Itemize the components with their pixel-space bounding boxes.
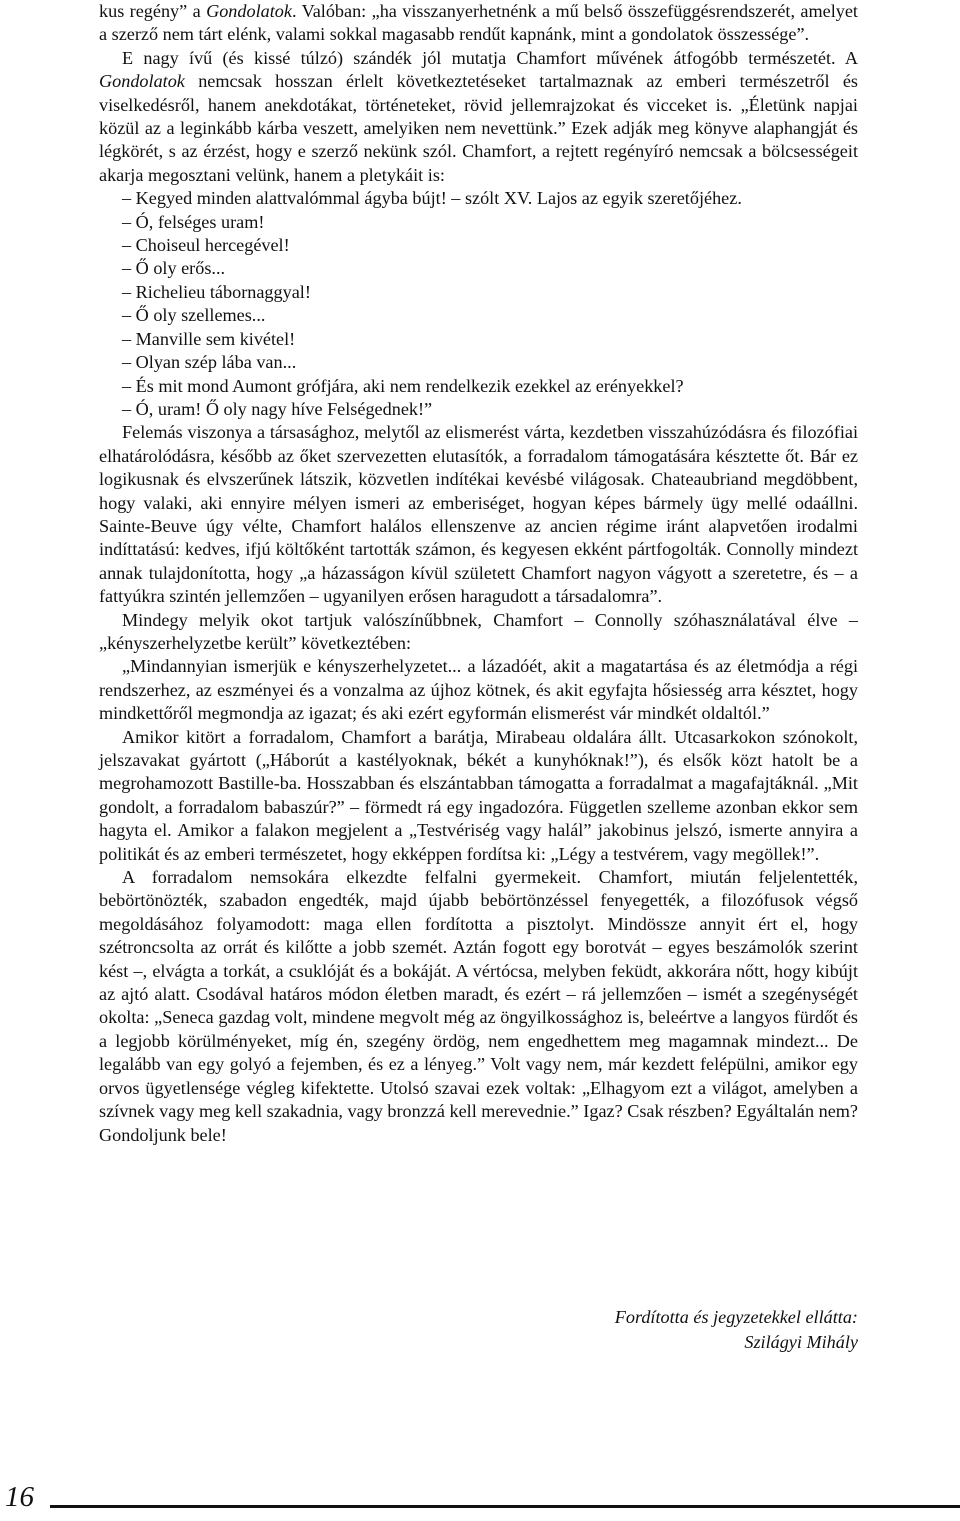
dialogue-line: – Ő oly szellemes... <box>122 305 266 326</box>
paragraph-4: Mindegy melyik okot tartjuk valószínűbbnek, Chamfort – Connolly szóhasználatával élve – „kényszerhelyzetbe került” következtében: <box>99 609 858 653</box>
article-body <box>99 0 858 1147</box>
paragraph-2: E nagy ívű (és kissé túlzó) szándék jól mutatja Chamfort művének átfogóbb természetét. A Gondolatok nemcsak hosszan érlelt következtetéseket tartalmaznak az emberi természetről és viselkedésről, hanem anekdotákat, történeteket, rövid jellemrajzokat és vicceket is. „Életünk napjai közül az a leginkább kárba veszett, amelyiken nem nevettünk.” Ezek adják meg könyve alaphangját és légkörét, s az érzést, hogy e szerző nekünk szól. Chamfort, a rejtett regényíró nemcsak a bölcsességeit akarja megosztani velünk, hanem a pletykáit is: <box>99 47 858 185</box>
dialogue-line: – Ó, uram! Ő oly nagy híve Felségednek!” <box>122 398 433 419</box>
paragraph-6: Amikor kitört a forradalom, Chamfort a barátja, Mirabeau oldalára állt. Utcasarkokon szónokolt, jelszavakat gyártott („Háborút a kastélyoknak, békét a kunyhóknak!”), és elsők közt hatolt be a megrohamozott Bastille-ba. Hosszabban és elszántabban támogatta a forradalmat a magafajtáknál. „Mit gondolt, a forradalom babaszúr?” – förmedt rá egy ingadozóra. Független szelleme azonban ekkor sem hagyta el. Amikor a falakon megjelent a „Testvériség vagy halál” jakobinus jelszó, ismerte annyira a politikát és az emberi természetet, hogy ekképpen fordítsa ki: „Légy a testvérem, vagy megöllek!”. <box>99 726 858 864</box>
dialogue-line: – Kegyed minden alattvalómmal ágyba bújt! – szólt XV. Lajos az egyik szeretőjéhez. <box>122 188 742 209</box>
paragraph-1: kus regény” a Gondolatok. Valóban: „ha visszanyerhetnénk a mű belső összefüggésrendszerét, amelyet a szerző nem tárt elénk, valami sokkal magasabb rendűt kapnánk, mint a gondolatok összessége”. <box>99 1 858 45</box>
footer-rule <box>50 1505 960 1508</box>
dialogue-line: – Choiseul hercegével! <box>122 235 290 256</box>
paragraph-7: A forradalom nemsokára elkezdte felfalni gyermekeit. Chamfort, miután feljelentették, bebörtönözték, szabadon engedték, majd újabb bebörtönzéssel fenyegették, a filozófusok végső megoldásához folyamodott: maga ellen fordította a pisztolyt. Mindössze annyit ért el, hogy szétroncsolta az orrát és kilőtte a jobb szemét. Aztán fogott egy borotvát – egyes beszámolók szerint kést –, elvágta a torkát, a csuklóját és a bokáját. A vértócsa, melyben feküdt, akkorára nőtt, hogy kibújt az ajtó alatt. Csodával határos módon életben maradt, és ezért – rá jellemzően – ismét a szegénységét okolta: „Seneca gazdag volt, mindene megvolt még az öngyilkossághoz is, beleértve a langyos fürdőt és a legjobb körülményeket, míg én, szegény ördög, nem engedhettem meg magamnak mindezt... De legalább van egy golyó a fejemben, és ez a lényeg.” Volt vagy nem, már kezdett felépülni, amikor egy orvos ügyetlensége végleg kifektette. Utolsó szavai ezek voltak: „Elhagyom ezt a világot, amelyben a szívnek vagy meg kell szakadnia, vagy bronzzá kell merevednie.” Igaz? Csak részben? Egyáltalán nem? Gondoljunk bele! <box>99 867 858 1145</box>
dialogue-line: – Olyan szép lába van... <box>122 352 297 373</box>
credit-label: Fordította és jegyzetekkel ellátta: <box>614 1307 858 1327</box>
book-title: Gondolatok <box>99 71 185 92</box>
book-title: Gondolatok <box>206 1 292 21</box>
dialogue-line: – És mit mond Aumont grófjára, aki nem rendelkezik ezekkel az erényekkel? <box>122 375 684 396</box>
dialogue-line: – Richelieu tábornaggyal! <box>122 281 311 302</box>
paragraph-3: Felemás viszonya a társasághoz, melytől az elismerést várta, kezdetben visszahúzódásra és filozófiai elhatárolódásra, később az őket szervezetten elutasítók, a forradalom támogatására késztette őt. Bár ez logikusnak és elvszerűnek látszik, közvetlen indítékai kevésbé világosak. Chateaubriand megdöbbent, hogy valaki, aki ennyire mélyen ismeri az emberiséget, hogyan képes bármely ügy mellé odaállni. Sainte-Beuve úgy vélte, Chamfort halálos ellenszenve az ancien régime iránt alapvetően irodalmi indíttatású: kedves, ifjú költőként tartották számon, és kegyesen ekként pártfogolták. Connolly mindezt annak tulajdonította, hogy „a házasságon kívül született Chamfort nagyon vágyott a szeretetre, és – a fattyúkra szintén jellemzően – ugyanilyen erősen haragudott a társadalomra”. <box>99 422 858 607</box>
dialogue-line: – Ő oly erős... <box>122 258 226 279</box>
translator-name: Szilágyi Mihály <box>744 1332 858 1352</box>
dialogue-line: – Ó, felséges uram! <box>122 211 265 232</box>
translator-credit <box>615 1305 858 1355</box>
dialogue-line: – Manville sem kivétel! <box>122 328 296 349</box>
quote-paragraph: „Mindannyian ismerjük e kényszerhelyzetet... a lázadóét, akit a magatartása és az életmódja a régi rendszerhez, az eszményei és a vonzalma az újhoz kötnek, és akit egyfajta hősiesség arra késztet, hogy mindkettőről megmondja az igazat; és aki ezért egyformán elismerést vár mindkét oldaltól.” <box>99 656 858 724</box>
page-number: 16 <box>5 1481 34 1513</box>
